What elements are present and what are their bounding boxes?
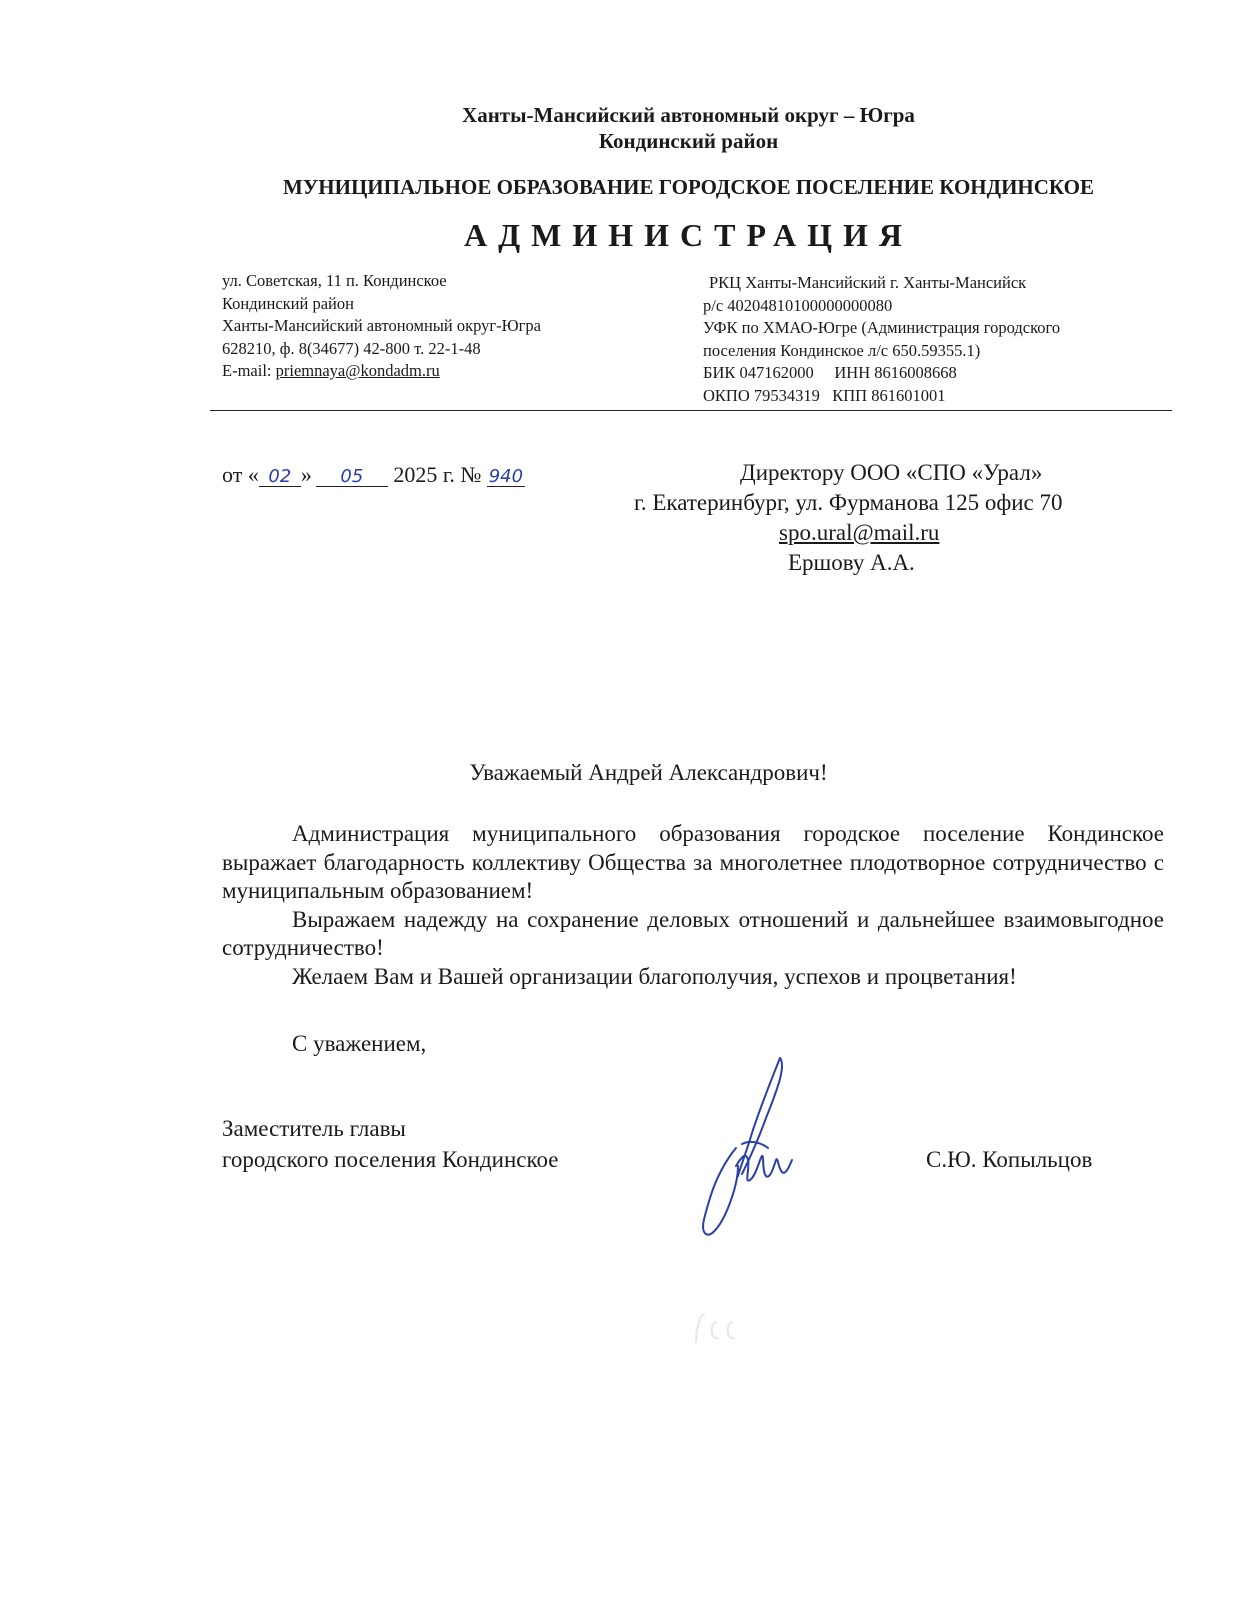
closing: С уважением, [292,1031,427,1056]
contacts-line-3: Ханты-Мансийский автономный округ-Югра [222,316,541,335]
reg-number: 940 [488,466,524,487]
bank-line-4: поселения Кондинское л/с 650.59355.1) [703,340,981,360]
header-municipality: МУНИЦИПАЛЬНОЕ ОБРАЗОВАНИЕ ГОРОДСКОЕ ПОСЕЛЕНИЕ КОНДИНСКОЕ [283,175,1094,199]
signatory-name: С.Ю. Копыльцов [926,1147,1093,1172]
bank-line-3: УФК по ХМАО-Югре (Администрация городского [703,318,1061,337]
contacts-line-1: ул. Советская, 11 п. Кондинское [222,271,447,290]
letter-body [222,820,1164,991]
reg-close-quote: » [300,462,312,487]
handwritten-signature [680,1048,810,1248]
reg-number-field [487,462,525,487]
recipient-name: Ершову А.А. [788,550,915,575]
bank-block [703,272,1060,407]
contacts-line-2: Кондинский район [222,293,354,313]
contacts-line-4: 628210, ф. 8(34677) 42-800 т. 22-1-48 [222,338,481,358]
faint-mark [688,1308,748,1348]
reg-prefix: от [222,462,243,487]
header-region: Ханты-Мансийский автономный округ – Югра [462,103,915,127]
reg-year: 2025 г. № [393,462,482,487]
signatory-position [222,1113,558,1175]
registration-line [222,462,525,488]
greeting: Уважаемый Андрей Александрович! [469,760,828,785]
recipient-line-1: Директору ООО «СПО «Урал» [740,460,1043,485]
signatory-position-line-2: городского поселения Кондинское [222,1147,559,1172]
header-district: Кондинский район [598,129,779,153]
reg-open-quote: « [247,462,259,487]
signatory-position-line-1: Заместитель главы [222,1116,406,1141]
header-divider [210,410,1172,411]
reg-month-field [316,462,388,487]
reg-day-field [259,462,301,487]
paragraph-1: Администрация муниципального образования городское поселение Кондинское выражает благодарность коллективу Общества за многолетнее плодотворное сотрудничество с муниципальным образованием! [222,821,1164,903]
contacts-email-label: E-mail: [222,361,276,380]
paragraph-3: Желаем Вам и Вашей организации благополучия, успехов и процветания! [292,963,1017,989]
contacts-block [222,270,541,383]
paragraph-2: Выражаем надежду на сохранение деловых отношений и дальнейшее взаимовыгодное сотрудничество! [222,906,1164,960]
bank-line-6: ОКПО 79534319 КПП 861601001 [703,385,946,405]
recipient-email[interactable]: spo.ural@mail.ru [779,520,940,545]
bank-line-1: РКЦ Ханты-Мансийский г. Ханты-Мансийск [709,273,1027,292]
contacts-email-link[interactable]: priemnaya@kondadm.ru [275,361,440,380]
recipient-line-2: г. Екатеринбург, ул. Фурманова 125 офис 70 [634,490,1063,515]
header-org: АДМИНИСТРАЦИЯ [464,217,913,253]
bank-line-2: р/с 40204810100000000080 [703,295,893,315]
reg-month: 05 [340,466,364,487]
bank-line-5: БИК 047162000 ИНН 8616008668 [703,363,957,382]
reg-day: 02 [268,466,292,487]
contacts-email-line [222,360,541,383]
